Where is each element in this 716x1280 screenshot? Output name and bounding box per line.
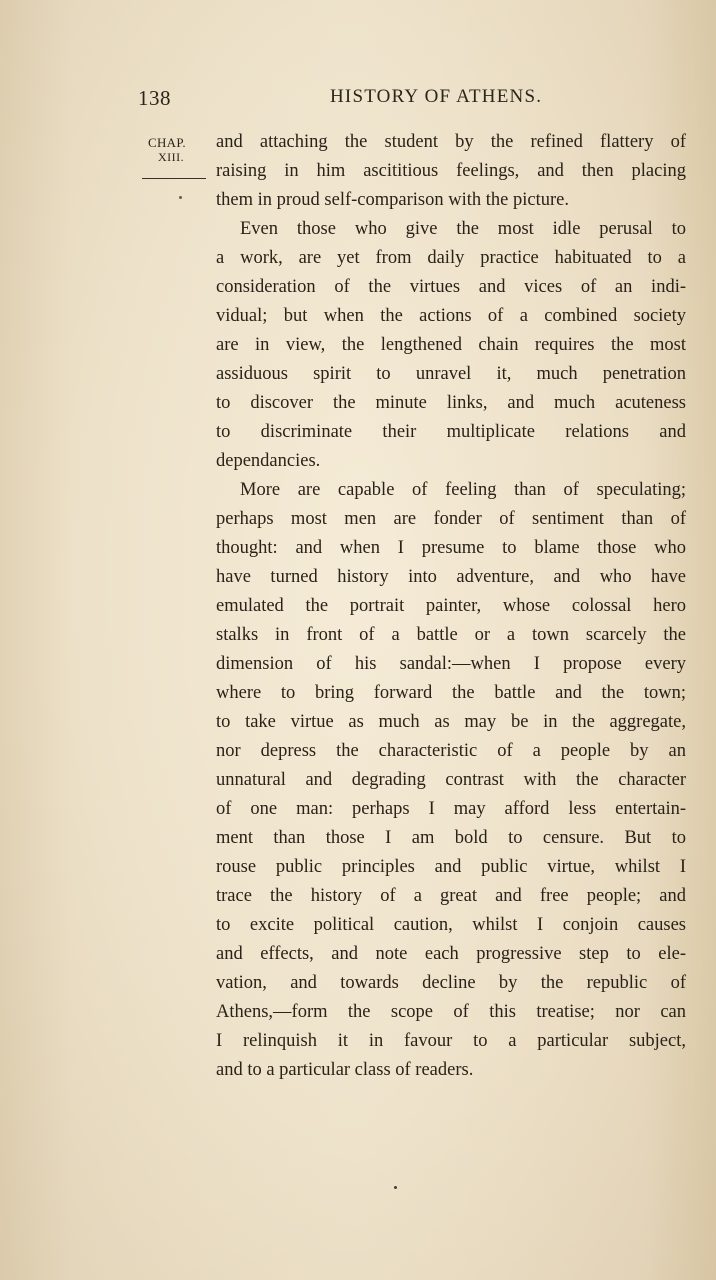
text-line: rouse public principles and public virtue, whilst I: [216, 857, 686, 877]
text-line: to discriminate their multiplicate relations and: [216, 422, 686, 442]
text-line: perhaps most men are fonder of sentiment than of: [216, 509, 686, 529]
ink-speck: [394, 1186, 397, 1189]
text-line: Athens,—form the scope of this treatise; nor can: [216, 1002, 686, 1022]
text-line: raising in him ascititious feelings, and then placing: [216, 161, 686, 181]
text-line: dimension of his sandal:—when I propose every: [216, 654, 686, 674]
chapter-number: XIII.: [158, 150, 185, 164]
text-line: vidual; but when the actions of a combined society: [216, 306, 686, 326]
text-line: ment than those I am bold to censure. But to: [216, 828, 686, 848]
text-line: are in view, the lengthened chain requires the most: [216, 335, 686, 355]
text-line: I relinquish it in favour to a particular subject,: [216, 1031, 686, 1051]
text-line: a work, are yet from daily practice habituated to a: [216, 248, 686, 268]
text-line: trace the history of a great and free people; and: [216, 886, 686, 906]
chapter-rule: [142, 178, 206, 179]
body-text: [216, 128, 686, 1085]
text-line: vation, and towards decline by the republic of: [216, 973, 686, 993]
text-line: them in proud self-comparison with the picture.: [216, 190, 569, 210]
text-line: and attaching the student by the refined flattery of: [216, 132, 686, 152]
text-line: and to a particular class of readers.: [216, 1060, 474, 1080]
running-head: HISTORY OF ATHENS.: [330, 86, 543, 107]
text-line: unnatural and degrading contrast with the character: [216, 770, 686, 790]
page-number: 138: [138, 86, 171, 110]
text-line: of one man: perhaps I may afford less entertain-: [216, 799, 686, 819]
text-line: have turned history into adventure, and who have: [216, 567, 686, 587]
text-line: and effects, and note each progressive step to ele-: [216, 944, 686, 964]
text-line: Even those who give the most idle perusal to: [240, 219, 686, 239]
text-line: dependancies.: [216, 451, 321, 471]
text-line: consideration of the virtues and vices of an indi-: [216, 277, 686, 297]
chapter-label: CHAP.: [148, 135, 186, 150]
text-line: to discover the minute links, and much acuteness: [216, 393, 686, 413]
text-line: to excite political caution, whilst I conjoin causes: [216, 915, 686, 935]
text-line: where to bring forward the battle and the town;: [216, 683, 686, 703]
text-line: assiduous spirit to unravel it, much penetration: [216, 364, 686, 384]
text-line: thought: and when I presume to blame those who: [216, 538, 686, 558]
text-line: to take virtue as much as may be in the aggregate,: [216, 712, 686, 732]
text-line: stalks in front of a battle or a town scarcely the: [216, 625, 686, 645]
text-line: emulated the portrait painter, whose colossal hero: [216, 596, 686, 616]
text-line: nor depress the characteristic of a people by an: [216, 741, 686, 761]
text-line: More are capable of feeling than of speculating;: [240, 480, 686, 500]
ink-speck: [179, 196, 182, 199]
